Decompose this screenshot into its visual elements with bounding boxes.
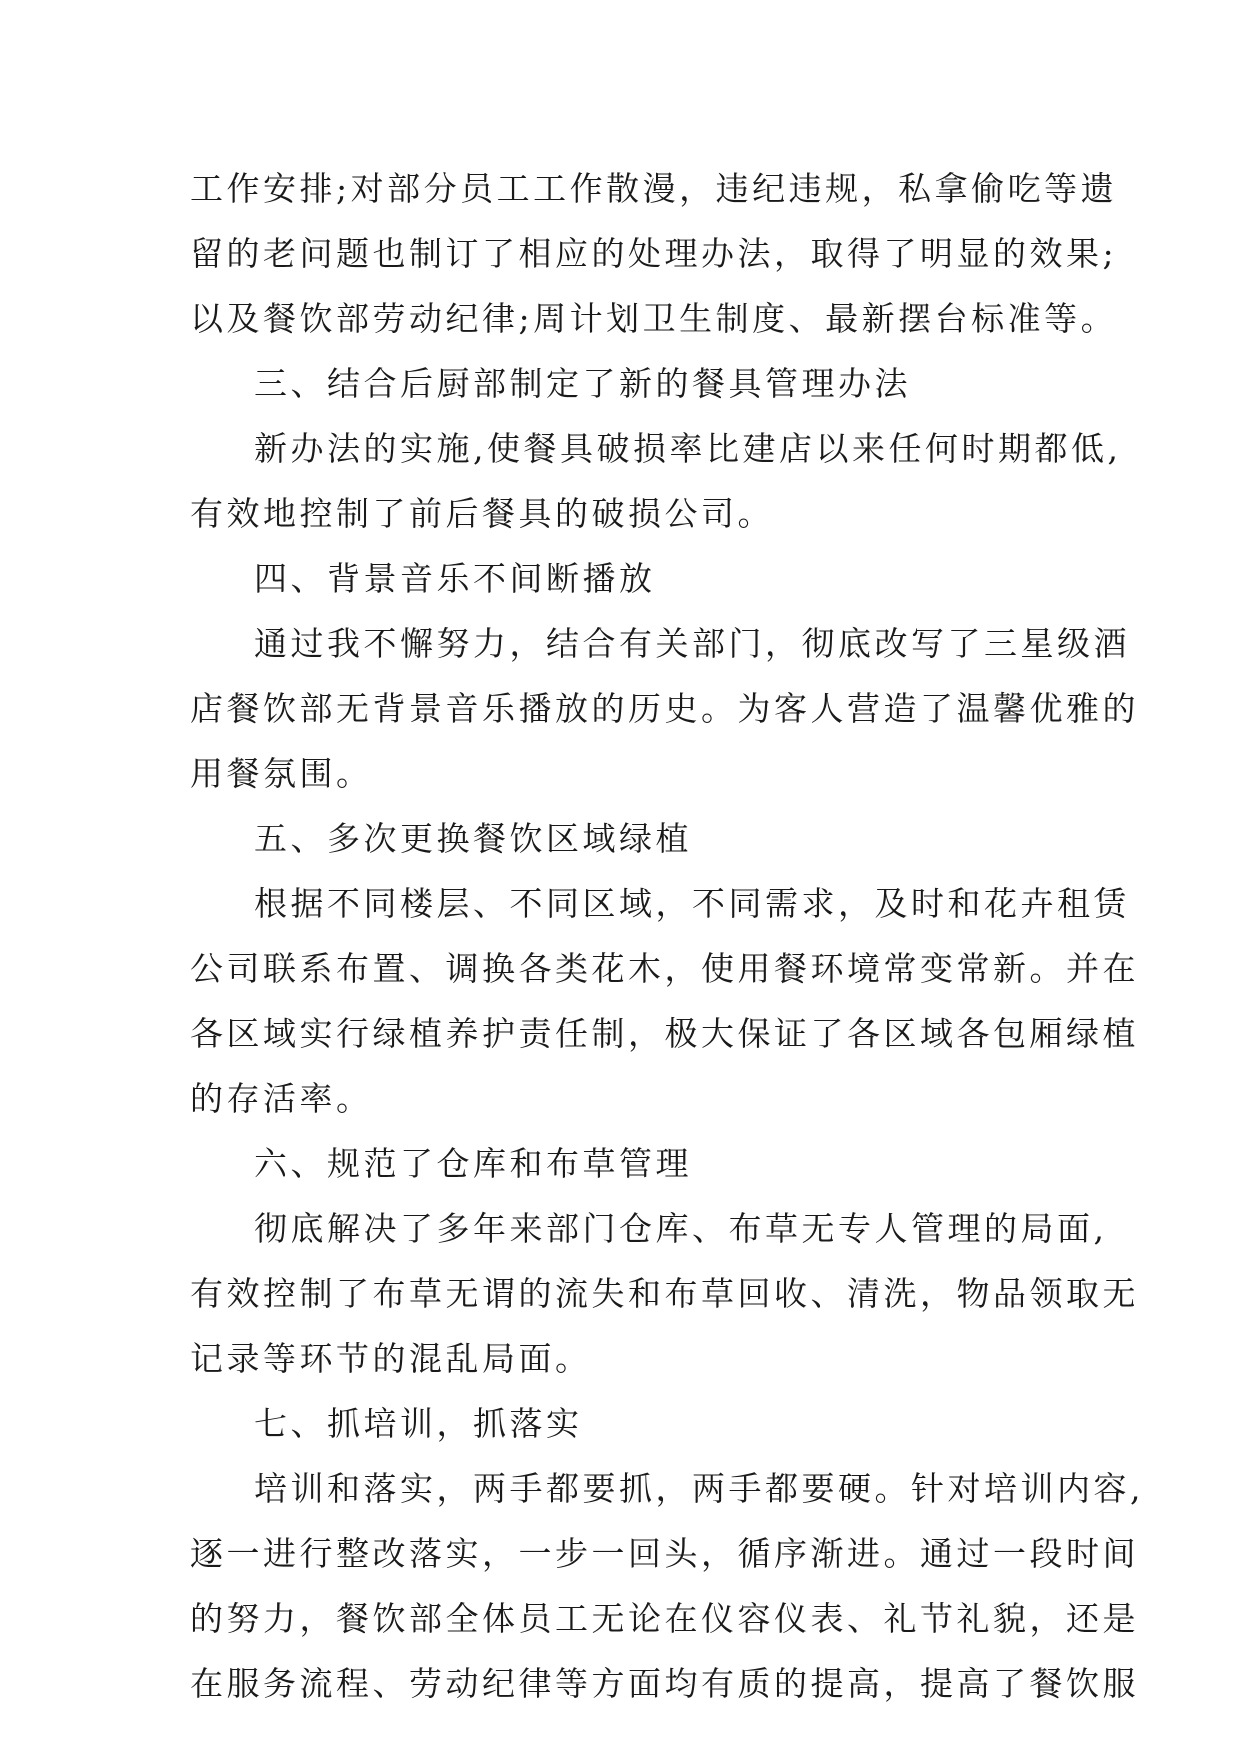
text-line: 留的老问题也制订了相应的处理办法，取得了明显的效果; — [190, 234, 1118, 273]
section-heading: 六、规范了仓库和布草管理 — [254, 1144, 692, 1183]
text-line: 通过我不懈努力，结合有关部门，彻底改写了三星级酒 — [254, 624, 1130, 663]
text-line: 在服务流程、劳动纪律等方面均有质的提高，提高了餐饮服 — [190, 1664, 1139, 1703]
section-heading: 四、背景音乐不间断播放 — [254, 559, 656, 598]
text-line: 根据不同楼层、不同区域，不同需求，及时和花卉租赁 — [254, 884, 1130, 923]
text-line: 用餐氛围。 — [190, 754, 373, 793]
text-line: 彻底解决了多年来部门仓库、布草无专人管理的局面, — [254, 1209, 1108, 1248]
text-line: 逐一进行整改落实，一步一回头，循序渐进。通过一段时间 — [190, 1534, 1139, 1573]
text-line: 公司联系布置、调换各类花木，使用餐环境常变常新。并在 — [190, 949, 1139, 988]
text-line: 有效地控制了前后餐具的破损公司。 — [190, 494, 774, 533]
text-line: 新办法的实施,使餐具破损率比建店以来任何时期都低, — [254, 429, 1122, 468]
text-line: 记录等环节的混乱局面。 — [190, 1339, 592, 1378]
text-line: 各区域实行绿植养护责任制，极大保证了各区域各包厢绿植 — [190, 1014, 1139, 1053]
text-line: 的努力，餐饮部全体员工无论在仪容仪表、礼节礼貌，还是 — [190, 1599, 1139, 1638]
section-heading: 三、结合后厨部制定了新的餐具管理办法 — [254, 364, 911, 403]
text-line: 以及餐饮部劳动纪律;周计划卫生制度、最新摆台标准等。 — [190, 299, 1118, 338]
document-body — [190, 156, 1144, 1716]
text-line: 培训和落实，两手都要抓，两手都要硬。针对培训内容, — [254, 1469, 1144, 1508]
section-heading: 五、多次更换餐饮区域绿植 — [254, 819, 692, 858]
text-line: 的存活率。 — [190, 1079, 373, 1118]
section-heading: 七、抓培训，抓落实 — [254, 1404, 583, 1443]
text-line: 工作安排;对部分员工工作散漫，违纪违规，私拿偷吃等遗 — [190, 169, 1118, 208]
text-line: 店餐饮部无背景音乐播放的历史。为客人营造了温馨优雅的 — [190, 689, 1139, 728]
text-line: 有效控制了布草无谓的流失和布草回收、清洗，物品领取无 — [190, 1274, 1139, 1313]
